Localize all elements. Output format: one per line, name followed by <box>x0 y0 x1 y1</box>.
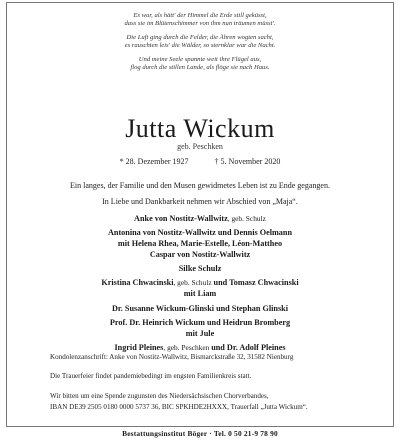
death-date: † 5. November 2020 <box>214 157 281 166</box>
mourner-line <box>0 278 400 289</box>
mourner-name: Anke von Nostitz-Wallwitz <box>134 214 228 223</box>
mourner-name: und Tomasz Chwacinski <box>213 278 299 288</box>
mourner-line <box>0 289 400 300</box>
poem-stanza <box>0 56 400 72</box>
mourner-name: Ingrid Pleines <box>114 342 164 352</box>
mourner-line <box>0 250 400 261</box>
mourners-list <box>0 214 400 357</box>
mourner-line <box>0 264 400 275</box>
mourner-name: und Dr. Adolf Pleines <box>211 342 286 352</box>
undertaker-bar <box>0 423 400 441</box>
donation-line: IBAN DE39 2505 0180 0000 5737 36, BIC SPKHDE2HXXX, Trauerfall „Jutta Wickum“. <box>50 402 308 411</box>
mourner-name: Dr. Susanne Wickum-Glinski und Stephan Glinski <box>112 303 288 313</box>
poem-line: es rauschten leis' die Wälder, so sternklar war die Nacht. <box>124 42 276 50</box>
mourner-note: , geb. Peschken <box>163 342 212 352</box>
mourner-line <box>0 318 400 329</box>
mourner-name: mit Jule <box>185 328 215 338</box>
undertaker-contact: Bestattungsinstitut Böger · Tel. 0 50 21-9 78 90 <box>116 429 284 438</box>
mourner-name: mit Liam <box>183 289 217 299</box>
mourner-line <box>0 329 400 340</box>
mourner-name: Silke Schulz <box>178 264 222 274</box>
mourner-group <box>0 304 400 315</box>
funeral-note: Die Trauerfeier findet pandemiebedingt im engsten Familienkreis statt. <box>50 372 252 380</box>
intro-text: Ein langes, der Familie und den Musen gewidmetes Leben ist zu Ende gegangen. <box>70 181 330 190</box>
mourner-name: Caspar von Nostitz-Wallwitz <box>149 249 251 259</box>
mourner-line <box>0 304 400 315</box>
mourner-group <box>0 278 400 300</box>
mourner-name: mit Helena Rhea, Marie-Estelle, Léon-Mattheo <box>117 239 283 249</box>
donation-note <box>50 391 360 413</box>
mourner-group <box>0 214 400 225</box>
birth-date: * 28. Dezember 1927 <box>119 157 189 166</box>
mourner-group <box>0 264 400 275</box>
poem-line: flog durch die stillen Lande, als flöge sie nach Haus. <box>130 64 270 72</box>
mourner-line <box>0 214 400 225</box>
mourner-group <box>0 318 400 340</box>
birth-name: geb. Peschken <box>177 142 223 151</box>
poem <box>0 12 400 79</box>
poem-line: Es war, als hätt' der Himmel die Erde still geküsst, <box>133 12 267 19</box>
poem-stanza <box>0 34 400 50</box>
mourner-name: Prof. Dr. Heinrich Wickum und Heidrun Bromberg <box>109 317 291 327</box>
mourner-group <box>0 228 400 260</box>
mourner-note: , geb. Schulz <box>227 214 266 223</box>
deceased-name: Jutta Wickum <box>125 114 275 143</box>
mourner-name: Kristina Chwacinski <box>101 278 174 288</box>
mourner-line <box>0 228 400 239</box>
life-dates <box>0 157 400 166</box>
donation-line: Wir bitten um eine Spende zugunsten des Niedersächsischen Chorverbandes, <box>50 392 269 400</box>
poem-line: dass sie im Blütenschimmer von ihm nun träumen müsst'. <box>124 20 276 28</box>
poem-line: Und meine Seele spannte weit ihre Flügel aus, <box>138 56 262 64</box>
condolence-address: Kondolenzanschrift: Anke von Nostitz-Wallwitz, Bismarckstraße 32, 31582 Nienburg <box>50 353 294 361</box>
poem-line: Die Luft ging durch die Felder, die Ähren wogten sacht, <box>126 34 274 42</box>
mourner-note: , geb. Schulz <box>173 278 214 288</box>
mourner-line <box>0 239 400 250</box>
farewell-text: In Liebe und Dankbarkeit nehmen wir Abschied von „Maja“. <box>102 197 298 206</box>
poem-stanza <box>0 12 400 28</box>
mourner-name: Antonina von Nostitz-Wallwitz und Dennis Oelmann <box>107 228 293 238</box>
